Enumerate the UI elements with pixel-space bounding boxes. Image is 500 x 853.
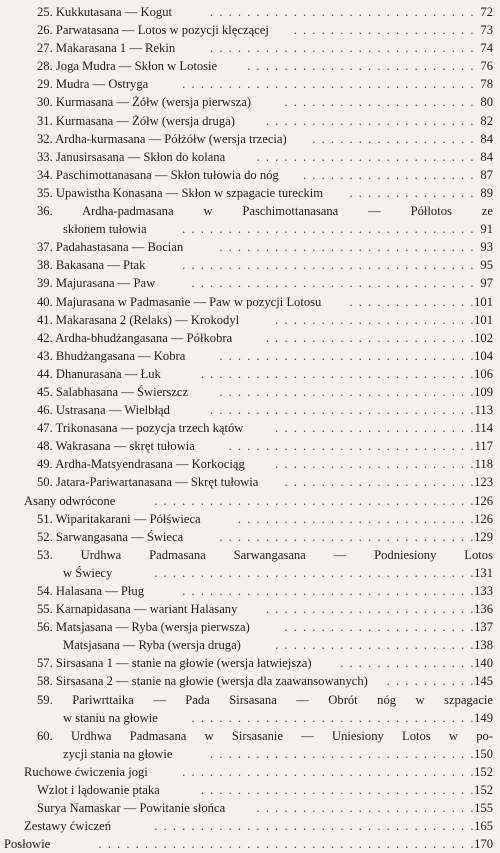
toc-entry	[0, 582, 500, 600]
toc-entry-title: 29. Mudra — Ostryga	[37, 77, 149, 92]
toc-entry-title: 43. Bhudżangasana — Kobra	[37, 348, 186, 363]
dot-leader: . . . . . . . . . . . . . . . . . . . . . . . . . . . . .	[210, 41, 475, 56]
toc-entry-title: 36. Ardha-padmasana w Paschimottanasana — Półlotos ze	[37, 204, 493, 219]
dot-leader: . . . . . . . . . . . . . . . . . . . . . . . . . . . .	[219, 529, 475, 544]
toc-entry	[0, 727, 500, 745]
dot-leader: . . . . . . . . . . . . . . . . . . . . . . . . . . . . . . . .	[182, 764, 475, 779]
dot-leader: . . . . . . . . . . . . . . . . . . . . . . . . . . . .	[219, 240, 475, 255]
toc-entry	[0, 691, 500, 709]
dot-leader: . . . . . . . . . . . . . . . . . . . . . . . .	[256, 149, 475, 164]
dot-leader: . . . . . . . . . . . . . . . . . . . . . . .	[265, 602, 475, 617]
toc-entry-page: 97	[480, 276, 493, 291]
dot-leader: . . . . . . . . . . . . . . . . . . . .	[293, 23, 475, 38]
toc-entry	[0, 745, 500, 763]
toc-entry-page: 78	[480, 77, 493, 92]
toc-entry	[0, 293, 500, 311]
toc-entry-page: 73	[480, 23, 493, 38]
toc-entry-title: 60. Urdhwa Padmasana w Sirsasanie — Uniesiony Lotos w po-	[37, 728, 493, 743]
toc-entry-title: 46. Ustrasana — Wielbłąd	[37, 403, 170, 418]
toc-entry	[0, 21, 500, 39]
toc-entry-title: 31. Kurmasana — Żółw (wersja druga)	[37, 113, 235, 128]
toc-entry	[0, 835, 500, 853]
toc-entry	[0, 112, 500, 130]
toc-entry-title: 42. Ardha-bhudżangasana — Półkobra	[37, 330, 233, 345]
dot-leader: . . . . . . . . . . . . . . . . . . . . . . . . . . . . .	[210, 403, 475, 418]
toc-entry	[0, 220, 500, 238]
toc-entry-title: 45. Salabhasana — Świerszcz	[37, 384, 189, 399]
toc-entry	[0, 238, 500, 256]
toc-entry-title: Zestawy ćwiczeń	[24, 819, 112, 834]
toc-entry-page: 149	[474, 710, 493, 725]
toc-entry-title: 59. Pariwrttaika — Pada Sirsasana — Obrót nóg w szpagacie	[37, 692, 493, 707]
toc-entry	[0, 709, 500, 727]
toc-entry	[0, 75, 500, 93]
toc-entry-title: 38. Bakasana — Ptak	[37, 258, 146, 273]
dot-leader: . . . . . . . . . . . . . . . . . . . . . . . . .	[247, 59, 475, 74]
toc-entry	[0, 455, 500, 473]
dot-leader: . . . . . . . . . . . . . . . . . . . . . . . . . .	[237, 511, 475, 526]
dot-leader: . . . . . . . . . . . . . . . . . .	[312, 131, 475, 146]
toc-entry	[0, 492, 500, 510]
toc-entry-title: 37. Padahastasana — Bocian	[37, 240, 184, 255]
toc-entry-title: 41. Makarasana 2 (Relaks) — Krokodyl	[37, 312, 240, 327]
toc-entry	[0, 546, 500, 564]
toc-entry-title: Posłowie	[4, 837, 51, 852]
toc-entry-page: 126	[474, 493, 493, 508]
toc-entry-title: 57. Sirsasana 1 — stanie na głowie (wersja łatwiejsza)	[37, 656, 312, 671]
dot-leader: . . . . . . . . . . . . . . . . . . . . . . . . . . . . .	[210, 5, 475, 19]
toc-entry-title: 30. Kurmasana — Żółw (wersja pierwsza)	[37, 95, 252, 110]
toc-entry-title: 39. Majurasana — Paw	[37, 276, 156, 291]
toc-entry-page: 89	[480, 185, 493, 200]
toc-entry	[0, 39, 500, 57]
toc-entry-title: 34. Paschimottanasana — Skłon tułowia do nóg	[37, 167, 279, 182]
toc-entry-page: 101	[474, 312, 493, 327]
toc-entry	[0, 781, 500, 799]
dot-leader: . . . . . . . . . . . . . . . . . . . . . . . . . . . . . .	[200, 366, 475, 381]
toc-entry-page: 101	[474, 294, 493, 309]
dot-leader: . . . . . . . . . . . . . .	[349, 185, 475, 200]
dot-leader: . . . . . . . . . . . . . . .	[340, 656, 475, 671]
toc-entry-page: 72	[480, 5, 493, 19]
toc-entry	[0, 600, 500, 618]
toc-entry	[0, 93, 500, 111]
toc-entry	[0, 510, 500, 528]
toc-entry-title: 53. Urdhwa Padmasana Sarwangasana — Podniesiony Lotos	[37, 547, 493, 562]
toc-entry-page: 150	[474, 746, 493, 761]
toc-entry	[0, 564, 500, 582]
toc-entry-title: 35. Upawistha Konasana — Skłon w szpagacie tureckim	[37, 185, 324, 200]
toc-entry-title: 54. Halasana — Pług	[37, 584, 145, 598]
toc-entry-title: 52. Sarwangasana — Świeca	[37, 529, 184, 544]
toc-entry-page: 95	[480, 258, 493, 273]
toc-entry	[0, 57, 500, 75]
toc-entry-title: 32. Ardha-kurmasana — Półżółw (wersja trzecia)	[37, 131, 287, 146]
toc-entry-title: Matsjasana — Ryba (wersja druga)	[63, 638, 241, 653]
toc-entry-title: 27. Makarasana 1 — Rekin	[37, 41, 176, 56]
toc-entry	[0, 528, 500, 546]
toc-entry-page: 165	[474, 819, 493, 834]
toc-entry-page: 152	[474, 764, 493, 779]
toc-entry-page: 138	[474, 638, 493, 653]
toc-entry-page: 117	[474, 439, 493, 454]
toc-entry	[0, 473, 500, 491]
toc-entry-title: 47. Trikonasana — pozycja trzech kątów	[37, 421, 244, 436]
dot-leader: . . . . . . . . . . . . . .	[349, 294, 475, 309]
toc-entry	[0, 274, 500, 292]
dot-leader: . . . . . . . . . . . . . . . . . . . . . . . . . . . . .	[210, 746, 475, 761]
toc-entry-page: 82	[480, 113, 493, 128]
toc-entry	[0, 437, 500, 455]
dot-leader: . . . . . . . . . . . . . . . . . . . . . . . . . . . . . . . .	[182, 258, 475, 273]
dot-leader: . . . . . . . . . . . . . . . . . . . . .	[284, 620, 475, 635]
dot-leader: . . . . . . . . . . . . . . . . . . . . . . . . . . . . . . . . . . .	[154, 565, 475, 580]
toc-entry	[0, 329, 500, 347]
toc-entry-page: 133	[474, 584, 493, 598]
toc-entry-title: 28. Joga Mudra — Skłon w Lotosie	[37, 59, 218, 74]
toc-entry	[0, 618, 500, 636]
dot-leader: . . . . . . . . . . . . . . . . . . . . . . . . . . . . . . .	[191, 276, 475, 291]
toc-entry-page: 87	[480, 167, 493, 182]
dot-leader: . . . . . . . . . . . . . . . . . . . . . . . .	[256, 801, 475, 816]
toc-entry	[0, 202, 500, 220]
dot-leader: . . . . . . . . . . . . . . . . . . . . . .	[275, 638, 475, 653]
toc-entry	[0, 184, 500, 202]
dot-leader: . . . . . . . . . . . . . . . . . . . . . . . . . . . .	[219, 348, 475, 363]
toc-entry-page: 114	[474, 421, 493, 436]
dot-leader: . . . . . . . . . . . . . . . . . . . . . . . . . . . . . . . . . . .	[154, 493, 475, 508]
dot-leader: . . . . . . . . . . . . . . . . . . . . . . .	[265, 113, 475, 128]
toc-entry-page: 80	[480, 95, 493, 110]
dot-leader: . . . . . . . . . . . . . . . . . . . . .	[284, 475, 475, 490]
dot-leader: . . . . . . . . . . . . . . . . . . . . .	[284, 95, 475, 110]
toc-entry-title: Ruchowe ćwiczenia jogi	[24, 764, 148, 779]
toc-entry-page: 109	[474, 384, 493, 399]
toc-entry-page: 126	[474, 511, 493, 526]
toc-entry-page: 131	[474, 565, 493, 580]
toc-entry-title: 55. Karnapidasana — wariant Halasany	[37, 602, 238, 617]
toc-entry	[0, 148, 500, 166]
toc-entry-title: skłonem tułowia	[63, 222, 147, 237]
toc-entry-page: 84	[480, 131, 493, 146]
toc-entry-page: 84	[480, 149, 493, 164]
toc-entry	[0, 799, 500, 817]
toc-entry	[0, 347, 500, 365]
toc-entry-page: 136	[474, 602, 493, 617]
toc-entry-title: zycji stania na głowie	[63, 746, 173, 761]
toc-entry-title: 25. Kukkutasana — Kogut	[37, 5, 173, 19]
toc-entry-page: 118	[474, 457, 493, 472]
toc-entry-page: 93	[480, 240, 493, 255]
toc-entry-page: 76	[480, 59, 493, 74]
toc-entry-title: 56. Matsjasana — Ryba (wersja pierwsza)	[37, 620, 250, 635]
toc-entry	[0, 256, 500, 274]
toc-entry-page: 91	[480, 222, 493, 237]
toc-entry-title: Wzlot i lądowanie ptaka	[37, 783, 160, 798]
toc-entry-page: 129	[474, 529, 493, 544]
toc-entry	[0, 636, 500, 654]
toc-entry-title: 44. Dhanurasana — Łuk	[37, 366, 161, 381]
toc-entry-page: 113	[474, 403, 493, 418]
toc-entry	[0, 817, 500, 835]
toc-entry	[0, 401, 500, 419]
dot-leader: . . . . . . . . . .	[386, 674, 475, 689]
dot-leader: . . . . . . . . . . . . . . . . . . . . . . . . . . . . . . .	[191, 710, 475, 725]
toc-entry-title: 58. Sirsasana 2 — stanie na głowie (wersja dla zaawansowanych)	[37, 674, 368, 689]
toc-entry	[0, 383, 500, 401]
toc-entry	[0, 419, 500, 437]
dot-leader: . . . . . . . . . . . . . . . . . . . . . . . . . . .	[228, 439, 475, 454]
toc-entry-page: 104	[474, 348, 493, 363]
dot-leader: . . . . . . . . . . . . . . . . . . . . . . . . . . . . . . . .	[182, 77, 475, 92]
toc-entry-page: 155	[474, 801, 493, 816]
toc-entry	[0, 763, 500, 781]
table-of-contents	[0, 3, 500, 853]
toc-entry-page: 145	[474, 674, 493, 689]
dot-leader: . . . . . . . . . . . . . . . . . . . . . .	[275, 421, 475, 436]
toc-entry-title: 49. Ardha-Matsyendrasana — Korkociąg	[37, 457, 245, 472]
toc-entry-title: 51. Wiparitakarani — Półświeca	[37, 511, 201, 526]
toc-entry	[0, 672, 500, 690]
dot-leader: . . . . . . . . . . . . . . . . . . . . . .	[275, 457, 475, 472]
dot-leader: . . . . . . . . . . . . . . . . . . . . . . . . . . . .	[219, 384, 475, 399]
dot-leader: . . . . . . . . . . . . . . . . . . . . . . . . . . . . . . . . . . . . . . . . .	[98, 837, 475, 852]
toc-entry	[0, 3, 500, 21]
toc-entry-page: 170	[474, 837, 493, 852]
dot-leader: . . . . . . . . . . . . . . . . . . . . . . . . . . . . . .	[200, 783, 475, 798]
toc-entry	[0, 654, 500, 672]
toc-entry-title: 33. Janusirsasana — Skłon do kolana	[37, 149, 226, 164]
toc-entry	[0, 166, 500, 184]
dot-leader: . . . . . . . . . . . . . . . . . . . . . . . . . . . . . . . . . . .	[154, 819, 475, 834]
toc-entry-title: 50. Jatara-Pariwartanasana — Skręt tułowia	[37, 475, 259, 490]
toc-entry-page: 74	[480, 41, 493, 56]
dot-leader: . . . . . . . . . . . . . . . . . . . . . . . . . . . . . . . .	[182, 584, 475, 598]
toc-entry-page: 140	[474, 656, 493, 671]
toc-entry-title: w staniu na głowie	[63, 710, 158, 725]
toc-entry-page: 137	[474, 620, 493, 635]
toc-entry-title: 48. Wakrasana — skręt tułowia	[37, 439, 195, 454]
toc-entry-title: 40. Majurasana w Padmasanie — Paw w pozycji Lotosu	[37, 294, 322, 309]
toc-entry-page: 123	[474, 475, 493, 490]
dot-leader: . . . . . . . . . . . . . . . . . . . . . . . . . . . . . . . .	[182, 222, 475, 237]
toc-entry-title: Asany odwrócone	[24, 493, 116, 508]
toc-entry-page: 152	[474, 783, 493, 798]
toc-entry-title: Surya Namaskar — Powitanie słońca	[37, 801, 226, 816]
toc-entry	[0, 130, 500, 148]
toc-entry-title: 26. Parwatasana — Lotos w pozycji klęczącej	[37, 23, 269, 38]
toc-entry-title: w Świecy	[63, 565, 113, 580]
toc-entry	[0, 365, 500, 383]
dot-leader: . . . . . . . . . . . . . . . . . . . . . .	[275, 312, 475, 327]
dot-leader: . . . . . . . . . . . . . . . . . . . . . . .	[265, 330, 475, 345]
toc-entry	[0, 311, 500, 329]
dot-leader: . . . . . . . . . . . . . . . . . . .	[303, 167, 475, 182]
toc-entry-page: 106	[474, 366, 493, 381]
toc-entry-page: 102	[474, 330, 493, 345]
